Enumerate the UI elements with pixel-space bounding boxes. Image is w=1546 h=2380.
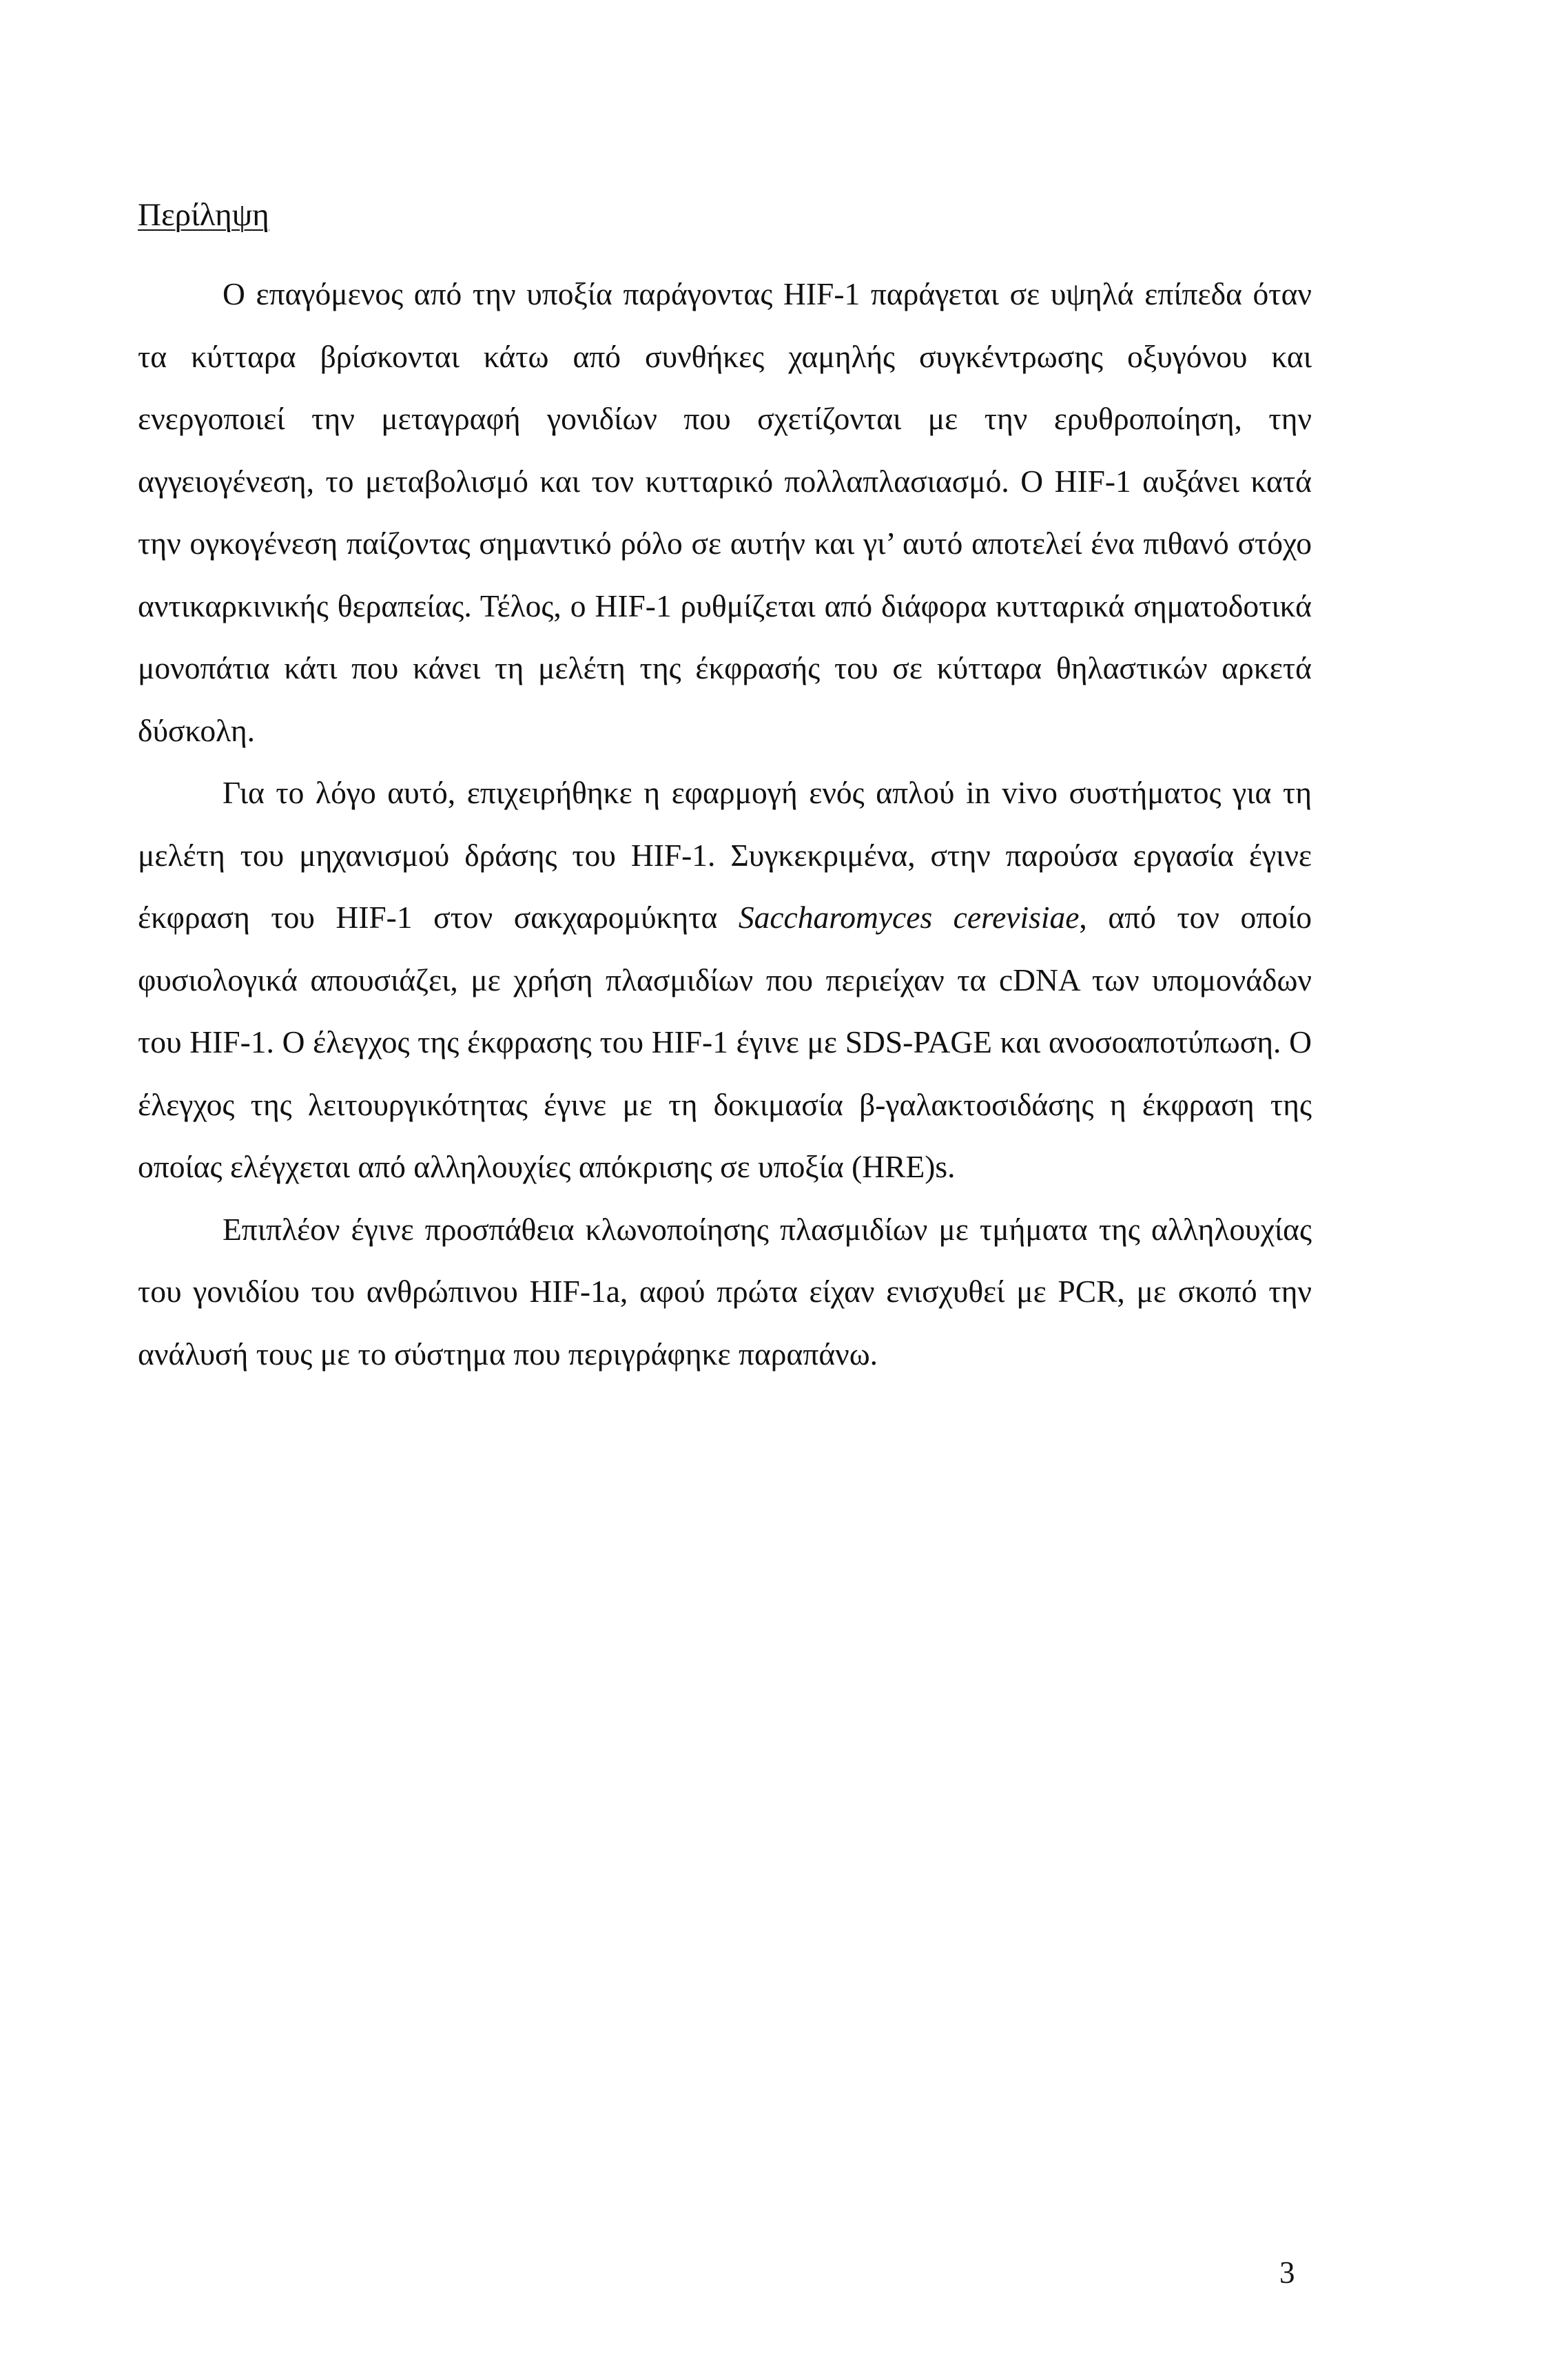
paragraph-2 bbox=[138, 762, 1312, 1199]
page-number: 3 bbox=[1279, 2255, 1295, 2290]
paragraph-3: Επιπλέον έγινε προσπάθεια κλωνοποίησης πλασμιδίων με τμήματα της αλληλουχίας του γονιδίου του ανθρώπινου HIF-1a, αφού πρώτα είχαν ενισχυθεί με PCR, με σκοπό την ανάλυσή τους με το σύστημα που περιγράφηκε παραπάνω. bbox=[138, 1211, 1312, 1372]
section-heading: Περίληψη bbox=[138, 197, 269, 233]
paragraph-2-text-before-species: Για το λόγο αυτό, επιχειρήθηκε η εφαρμογή ενός απλού in vivo συστήματος για τη μελέτη του μηχανισμού δράσης του HIF-1. Συγκεκριμένα, στην παρούσα εργασία έγινε έκφραση του HIF-1 στον σακχαρομύκητα bbox=[138, 775, 1312, 935]
species-name: Saccharomyces cerevisiae bbox=[738, 900, 1080, 935]
paragraph-2-text-after-species: , από τον οποίο φυσιολογικά απουσιάζει, με χρήση πλασμιδίων που περιείχαν τα cDNA των υπομονάδων του HIF-1. Ο έλεγχος της έκφρασης του HIF-1 έγινε με SDS-PAGE και ανοσοαποτύπωση. Ο έλεγχος της λειτουργικότητας έγινε με τη δοκιμασία β-γαλακτοσιδάσης η έκφραση της οποίας ελέγχεται από αλληλουχίες απόκρισης σε υποξία (HRE)s. bbox=[138, 900, 1312, 1184]
paragraph-1: Ο επαγόμενος από την υποξία παράγοντας HIF-1 παράγεται σε υψηλά επίπεδα όταν τα κύτταρα βρίσκονται κάτω από συνθήκες χαμηλής συγκέντρωσης οξυγόνου και ενεργοποιεί την μεταγραφή γονιδίων που σχετίζονται με την ερυθροποίηση, την αγγειογένεση, το μεταβολισμό και τον κυτταρικό πολλαπλασιασμό. Ο HIF-1 αυξάνει κατά την ογκογένεση παίζοντας σημαντικό ρόλο σε αυτήν και γι’ αυτό αποτελεί ένα πιθανό στόχο αντικαρκινικής θεραπείας. Τέλος, ο HIF-1 ρυθμίζεται από διάφορα κυτταρικά σηματοδοτικά μονοπάτια κάτι που κάνει τη μελέτη της έκφρασής του σε κύτταρα θηλαστικών αρκετά δύσκολη. bbox=[138, 276, 1312, 748]
abstract-body bbox=[138, 263, 1312, 1385]
